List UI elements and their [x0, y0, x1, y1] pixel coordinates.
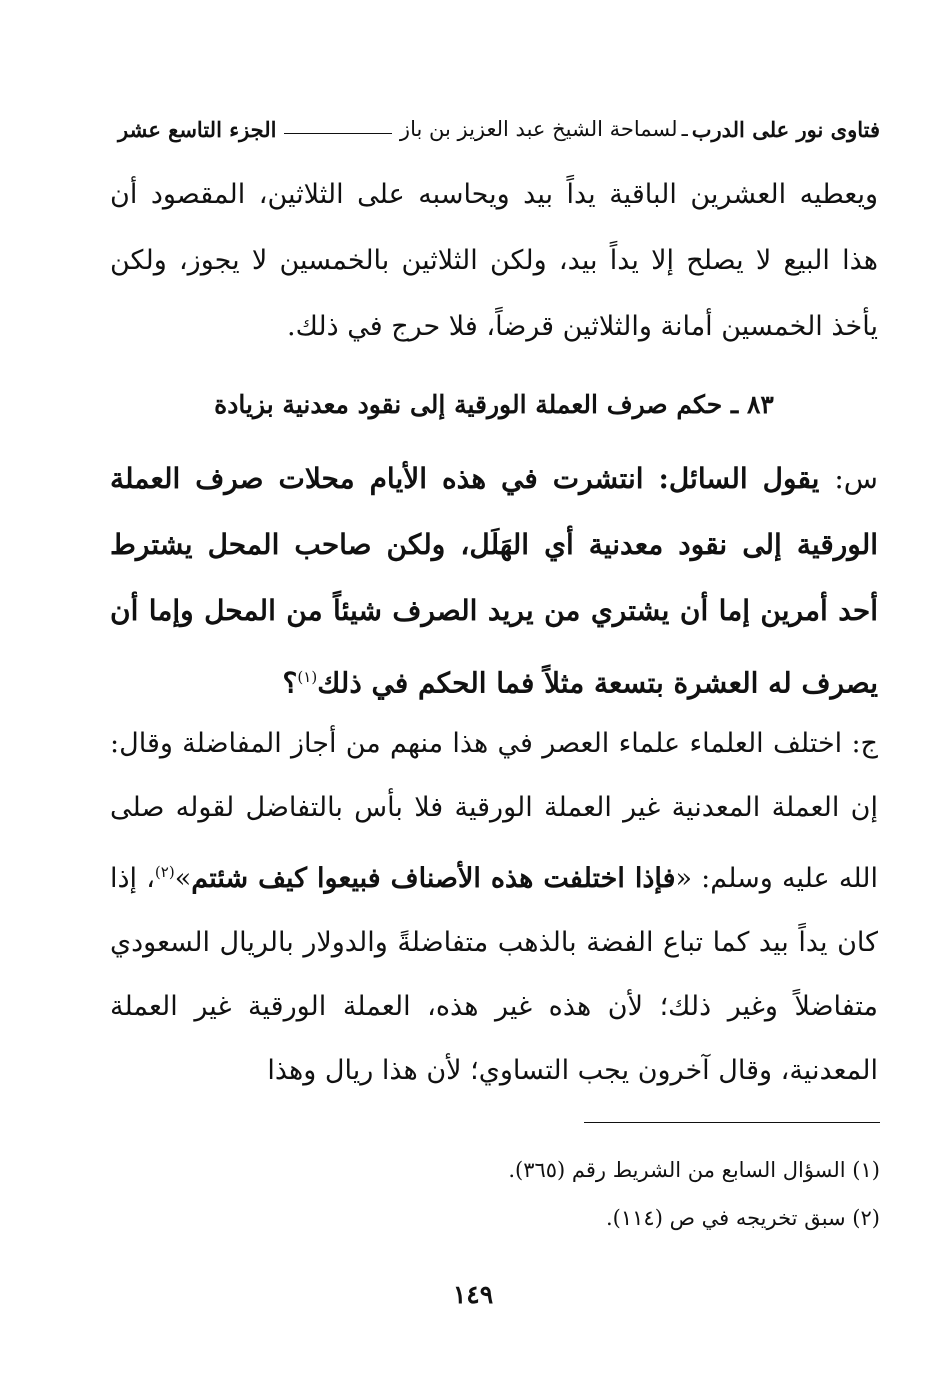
- hadith-close: »: [174, 863, 192, 894]
- footnote-1: (١) السؤال السابع من الشريط رقم (٣٦٥).: [508, 1158, 880, 1182]
- hadith-quote: فإذا اختلفت هذه الأصناف فبيعوا كيف شئتم: [191, 863, 676, 894]
- footnote-2: (٢) سبق تخريجه في ص (١١٤).: [606, 1206, 880, 1230]
- question-mark: ؟: [282, 666, 298, 700]
- footnotes: [110, 1146, 880, 1242]
- part-label: الجزء التاسع عشر: [118, 116, 277, 142]
- answer-text-1: ج: اختلف العلماء علماء العصر في هذا منهم من أجاز المفاضلة وقال: إن العملة المعدنية غير العملة الورقية فلا بأس بالتفاضل لقوله صلى الله عليه وسلم: «: [110, 728, 878, 894]
- running-header: [118, 112, 880, 146]
- page-number: ١٤٩: [452, 1280, 494, 1309]
- question-text: يقول السائل: انتشرت في هذه الأيام محلات صرف العملة الورقية إلى نقود معدنية أي الهَلَل، ولكن صاحب المحل يشترط أحد أمرين إما أن يشتري من يريد الصرف شيئاً من المحل وإما أن يصرف له العشرة بتسعة مثلاً فما الحكم في ذلك: [110, 462, 878, 700]
- book-title: فتاوى نور على الدرب: [691, 116, 880, 142]
- footnote-ref-2: (٢): [154, 863, 175, 881]
- footnote-divider: [584, 1122, 880, 1123]
- answer-text-2: ، إذا كان يداً بيد كما تباع الفضة بالذهب متفاضلةً والدولار بالريال السعودي متفاضلاً وغير ذلك؛ لأن هذه غير هذه، العملة الورقية غير العملة المعدنية، وقال آخرون يجب التساوي؛ لأن هذا ريال وهذا: [110, 863, 878, 1086]
- answer-paragraph: [110, 712, 878, 1103]
- header-author: لسماحة الشيخ عبد العزيز بن باز: [399, 117, 678, 141]
- footnote-ref-1: (١): [297, 668, 318, 686]
- question-paragraph: [110, 446, 878, 716]
- section-title: ٨٣ ـ حكم صرف العملة الورقية إلى نقود معدنية بزيادة: [214, 390, 774, 419]
- header-rule: [284, 133, 391, 134]
- header-dash: ـ: [681, 117, 688, 141]
- continuation-paragraph: ويعطيه العشرين الباقية يداً بيد ويحاسبه على الثلاثين، المقصود أن هذا البيع لا يصلح إلا يداً بيد، ولكن الثلاثين بالخمسين لا يجوز، ولكن يأخذ الخمسين أمانة والثلاثين قرضاً، فلا حرج في ذلك.: [110, 179, 878, 342]
- question-prefix: س:: [834, 462, 878, 495]
